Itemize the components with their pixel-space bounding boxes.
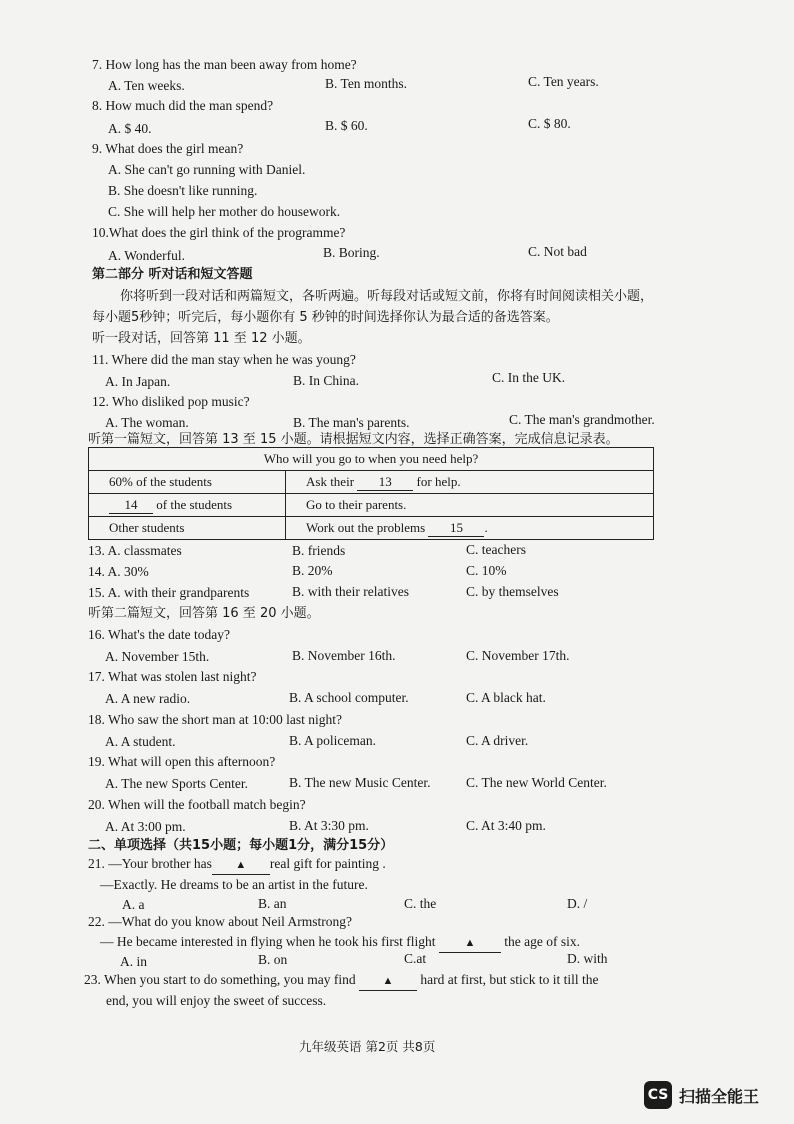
camscanner-label: 扫描全能王 — [679, 1087, 760, 1106]
q10-option-b: B. Boring. — [323, 245, 380, 260]
q21-option-c: C. the — [404, 896, 437, 911]
table-row — [89, 494, 654, 517]
q23-text: hard at first, but stick to it till the — [420, 972, 599, 987]
q18-option-a: A. A student. — [105, 734, 176, 749]
q13-option-a: 13. A. classmates — [88, 543, 182, 558]
q7-option-c: C. Ten years. — [528, 74, 599, 89]
q11-option-c: C. In the UK. — [492, 370, 566, 385]
section2-heading: 二、单项选择（共15小题；每小题1分，满分15分） — [88, 838, 394, 853]
cell-text: for help. — [416, 473, 461, 489]
table-cell: Other students — [89, 517, 286, 540]
q23-text: 23. When you start to do something, you may find — [84, 972, 356, 987]
q21-option-b: B. an — [258, 896, 287, 911]
q11-option-a: A. In Japan. — [105, 374, 171, 389]
q22-line2 — [100, 933, 580, 953]
q7-option-b: B. Ten months. — [325, 76, 408, 91]
table-cell: 60% of the students — [89, 471, 286, 494]
q22-option-b: B. on — [258, 952, 288, 967]
table-title: Who will you go to when you need help? — [89, 448, 654, 471]
q20-stem: 20. When will the football match begin? — [88, 797, 306, 812]
q9-option-b: B. She doesn't like running. — [108, 183, 258, 198]
cell-text: Work out the problems — [306, 519, 426, 535]
q15-option-b: B. with their relatives — [292, 584, 409, 599]
q18-option-b: B. A policeman. — [289, 733, 376, 748]
part2-instruction-1: 你将听到一段对话和两篇短文，各听两遍。听每段对话或短文前，你将有时间阅读相关小题， — [120, 289, 654, 304]
q8-stem: 8. How much did the man spend? — [92, 98, 274, 113]
q19-option-a: A. The new Sports Center. — [105, 776, 248, 791]
q21-text: real gift for painting . — [269, 856, 386, 871]
q12-option-c: C. The man's grandmother. — [509, 412, 655, 427]
q16-stem: 16. What's the date today? — [88, 627, 231, 642]
q21-option-a: A. a — [122, 897, 145, 912]
q16-option-b: B. November 16th. — [292, 648, 396, 663]
cell-text: Ask their — [306, 473, 355, 489]
q15-option-c: C. by themselves — [466, 584, 559, 599]
q13-option-b: B. friends — [292, 543, 346, 558]
info-record-table — [88, 447, 654, 540]
q17-stem: 17. What was stolen last night? — [88, 669, 257, 684]
passage2-intro: 听第二篇短文，回答第 16 至 20 小题。 — [88, 606, 320, 621]
q17-option-c: C. A black hat. — [466, 690, 546, 705]
q16-option-c: C. November 17th. — [466, 648, 570, 663]
table-cell — [286, 471, 654, 494]
q14-option-a: 14. A. 30% — [88, 564, 149, 579]
q11-option-b: B. In China. — [293, 373, 359, 388]
table-cell — [286, 517, 654, 540]
table-cell — [89, 494, 286, 517]
camscanner-watermark — [644, 1080, 778, 1110]
q22-text: the age of six. — [504, 934, 581, 949]
answer-blank-14: 14 — [109, 497, 153, 514]
table-row — [89, 517, 654, 540]
q12-stem: 12. Who disliked pop music? — [92, 394, 250, 409]
answer-blank-15: 15 — [428, 520, 484, 537]
q12-option-b: B. The man's parents. — [293, 415, 410, 430]
cell-text: . — [484, 519, 488, 535]
q16-option-a: A. November 15th. — [105, 649, 210, 664]
q10-option-a: A. Wonderful. — [108, 248, 186, 263]
q9-option-c: C. She will help her mother do housework. — [108, 204, 341, 219]
q21-line1 — [88, 855, 386, 875]
answer-blank-13: 13 — [357, 474, 413, 491]
q12-option-a: A. The woman. — [105, 415, 189, 430]
q17-option-a: A. A new radio. — [105, 691, 191, 706]
q22-option-c: C.at — [404, 951, 427, 966]
q10-stem: 10.What does the girl think of the programme? — [92, 225, 346, 240]
part2-instruction-2: 每小题5秒钟；听完后，每小题你有 5 秒钟的时间选择你认为最合适的备选答案。 — [92, 310, 559, 325]
q15-option-a: 15. A. with their grandparents — [88, 585, 250, 600]
q14-option-b: B. 20% — [292, 563, 333, 578]
q21-option-d: D. / — [567, 896, 588, 911]
q13-option-c: C. teachers — [466, 542, 526, 557]
part2-heading: 第二部分 听对话和短文答题 — [92, 267, 253, 282]
q22-text: — He became interested in flying when he took his first flight — [100, 934, 436, 949]
q10-option-c: C. Not bad — [528, 244, 587, 259]
answer-mark: ▲ — [212, 856, 270, 875]
q20-option-c: C. At 3:40 pm. — [466, 818, 546, 833]
page-footer: 九年级英语 第2页 共8页 — [299, 1039, 436, 1054]
answer-mark: ▲ — [359, 972, 417, 991]
q20-option-a: A. At 3:00 pm. — [105, 819, 186, 834]
q8-option-b: B. $ 60. — [325, 118, 368, 133]
q20-option-b: B. At 3:30 pm. — [289, 818, 369, 833]
cell-text: of the students — [156, 496, 233, 512]
q18-stem: 18. Who saw the short man at 10:00 last night? — [88, 712, 342, 727]
q19-option-c: C. The new World Center. — [466, 775, 607, 790]
table-row — [89, 471, 654, 494]
q14-option-c: C. 10% — [466, 563, 507, 578]
q7-stem: 7. How long has the man been away from home? — [92, 57, 357, 72]
q7-option-a: A. Ten weeks. — [108, 78, 185, 93]
q8-option-a: A. $ 40. — [108, 121, 152, 136]
table-cell: Go to their parents. — [286, 494, 654, 517]
q19-option-b: B. The new Music Center. — [289, 775, 431, 790]
q19-stem: 19. What will open this afternoon? — [88, 754, 276, 769]
dialog-intro: 听一段对话，回答第 11 至 12 小题。 — [92, 331, 311, 346]
q21-line2: —Exactly. He dreams to be an artist in the future. — [100, 877, 368, 892]
q22-option-a: A. in — [120, 954, 147, 969]
q18-option-c: C. A driver. — [466, 733, 529, 748]
q21-text: 21. —Your brother has — [88, 856, 212, 871]
answer-mark: ▲ — [439, 934, 501, 953]
q8-option-c: C. $ 80. — [528, 116, 571, 131]
q23-line2: end, you will enjoy the sweet of success. — [106, 993, 327, 1008]
q9-stem: 9. What does the girl mean? — [92, 141, 244, 156]
camscanner-logo-icon: CS — [644, 1081, 672, 1109]
q11-stem: 11. Where did the man stay when he was young? — [92, 352, 356, 367]
q23-line1 — [84, 971, 598, 991]
passage1-intro: 听第一篇短文，回答第 13 至 15 小题。请根据短文内容，选择正确答案，完成信息记录表。 — [88, 432, 619, 447]
q22-line1: 22. —What do you know about Neil Armstrong? — [88, 914, 352, 929]
q22-option-d: D. with — [567, 951, 608, 966]
q17-option-b: B. A school computer. — [289, 690, 409, 705]
q9-option-a: A. She can't go running with Daniel. — [108, 162, 306, 177]
